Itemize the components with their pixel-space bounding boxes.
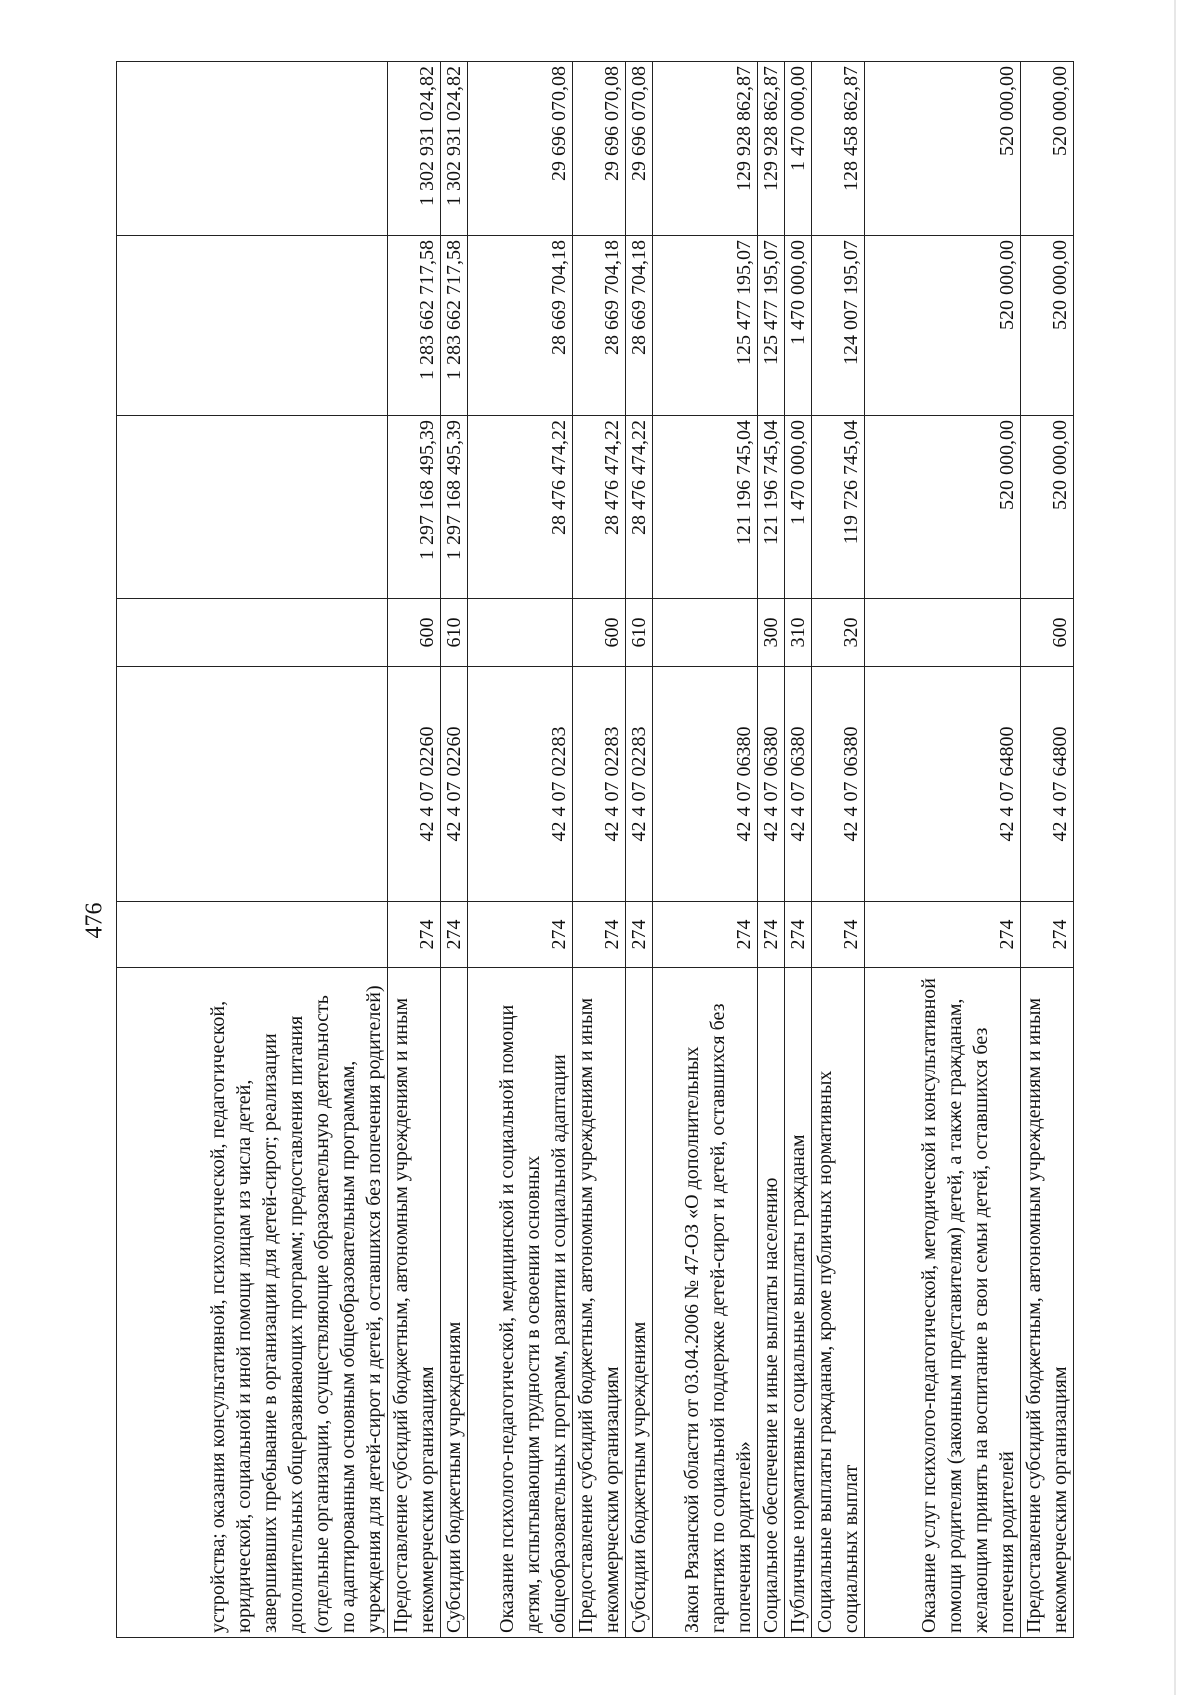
row-expense-code: 610 (626, 599, 653, 667)
row-amount-2: 124 007 195,07 (812, 236, 865, 416)
row-amount-3: 520 000,00 (1021, 62, 1074, 236)
row-amount-3 (117, 62, 388, 236)
row-description: Социальное обеспечение и иные выплаты населению (758, 968, 785, 1638)
budget-table-rotated (116, 62, 1069, 1638)
row-target-code: 42 4 07 02283 (573, 667, 626, 902)
table-row (785, 62, 812, 1638)
row-description: Публичные нормативные социальные выплаты гражданам (785, 968, 812, 1638)
row-amount-1: 28 476 474,22 (573, 416, 626, 599)
table-row (626, 62, 653, 1638)
row-amount-2: 1 470 000,00 (785, 236, 812, 416)
row-amount-3: 1 302 931 024,82 (441, 62, 468, 236)
row-ministry-code: 274 (441, 902, 468, 968)
row-description: Оказание психолого-педагогической, медицинской и социальной помощи детям, испытывающим трудности в освоении основных общеобразовательных программ, развитии и социальной адаптации (468, 968, 573, 1638)
row-amount-2: 28 669 704,18 (626, 236, 653, 416)
row-description: устройства; оказания консультативной, психологической, педагогической, юридической, социальной и иной помощи лицам из числа детей, завершивших пребывание в организации для детей-сирот; реализации дополнительных общеразвивающих программ; предоставления питания (отдельные организации, осуществляющие образовательную деятельность по адаптированным основным общеобразовательным программам, учреждения для детей-сирот и детей, оставшихся без попечения родителей) (117, 968, 388, 1638)
row-target-code: 42 4 07 06380 (653, 667, 758, 902)
row-amount-1: 28 476 474,22 (626, 416, 653, 599)
row-expense-code (117, 599, 388, 667)
row-expense-code: 600 (388, 599, 441, 667)
row-description: Субсидии бюджетным учреждениям (626, 968, 653, 1638)
row-target-code: 42 4 07 02260 (388, 667, 441, 902)
row-target-code (117, 667, 388, 902)
row-target-code: 42 4 07 06380 (812, 667, 865, 902)
row-expense-code: 320 (812, 599, 865, 667)
row-expense-code: 600 (573, 599, 626, 667)
row-ministry-code: 274 (388, 902, 441, 968)
page-number-text: 476 (81, 902, 108, 938)
row-ministry-code: 274 (785, 902, 812, 968)
row-amount-1: 1 470 000,00 (785, 416, 812, 599)
row-amount-3: 29 696 070,08 (626, 62, 653, 236)
row-expense-code (865, 599, 1021, 667)
page-number (80, 880, 110, 960)
row-ministry-code: 274 (758, 902, 785, 968)
row-expense-code: 600 (1021, 599, 1074, 667)
row-target-code: 42 4 07 02260 (441, 667, 468, 902)
row-amount-3: 520 000,00 (865, 62, 1021, 236)
row-amount-2: 28 669 704,18 (468, 236, 573, 416)
scan-edge-line (1174, 0, 1176, 1695)
row-target-code: 42 4 07 02283 (468, 667, 573, 902)
table-row (468, 62, 573, 1638)
row-amount-3: 29 696 070,08 (573, 62, 626, 236)
row-amount-3: 1 470 000,00 (785, 62, 812, 236)
row-description: Оказание услуг психолого-педагогической, методической и консультативной помощи родителям (законным представителям) детей, а также гражданам, желающим принять на воспитание в свои семьи детей, оставшихся без попечения родителей (865, 968, 1021, 1638)
row-expense-code: 610 (441, 599, 468, 667)
row-ministry-code: 274 (865, 902, 1021, 968)
table-row (388, 62, 441, 1638)
row-target-code: 42 4 07 64800 (865, 667, 1021, 902)
row-amount-2 (117, 236, 388, 416)
row-amount-1: 520 000,00 (865, 416, 1021, 599)
row-description: Закон Рязанской области от 03.04.2006 № 47-ОЗ «О дополнительных гарантиях по социальной поддержке детей-сирот и детей, оставшихся без попечения родителей» (653, 968, 758, 1638)
row-amount-1: 119 726 745,04 (812, 416, 865, 599)
row-ministry-code: 274 (573, 902, 626, 968)
row-amount-3: 129 928 862,87 (653, 62, 758, 236)
row-amount-2: 1 283 662 717,58 (441, 236, 468, 416)
budget-table (116, 61, 1074, 1638)
row-amount-2: 520 000,00 (865, 236, 1021, 416)
row-amount-1: 28 476 474,22 (468, 416, 573, 599)
row-amount-3: 1 302 931 024,82 (388, 62, 441, 236)
row-expense-code (468, 599, 573, 667)
row-target-code: 42 4 07 06380 (758, 667, 785, 902)
table-row (117, 62, 388, 1638)
table-row (441, 62, 468, 1638)
row-amount-2: 125 477 195,07 (653, 236, 758, 416)
table-row (865, 62, 1021, 1638)
row-ministry-code (117, 902, 388, 968)
row-amount-1 (117, 416, 388, 599)
row-amount-3: 129 928 862,87 (758, 62, 785, 236)
row-description: Социальные выплаты гражданам, кроме публичных нормативных социальных выплат (812, 968, 865, 1638)
row-expense-code: 300 (758, 599, 785, 667)
row-ministry-code: 274 (1021, 902, 1074, 968)
table-row (812, 62, 865, 1638)
row-amount-1: 520 000,00 (1021, 416, 1074, 599)
row-amount-2: 125 477 195,07 (758, 236, 785, 416)
row-ministry-code: 274 (812, 902, 865, 968)
row-target-code: 42 4 07 02283 (626, 667, 653, 902)
row-description: Предоставление субсидий бюджетным, автономным учреждениям и иным некоммерческим организациям (388, 968, 441, 1638)
row-description: Субсидии бюджетным учреждениям (441, 968, 468, 1638)
row-description: Предоставление субсидий бюджетным, автономным учреждениям и иным некоммерческим организациям (1021, 968, 1074, 1638)
table-row (1021, 62, 1074, 1638)
row-amount-3: 29 696 070,08 (468, 62, 573, 236)
row-amount-1: 121 196 745,04 (758, 416, 785, 599)
table-row (758, 62, 785, 1638)
row-expense-code (653, 599, 758, 667)
row-amount-1: 121 196 745,04 (653, 416, 758, 599)
row-ministry-code: 274 (653, 902, 758, 968)
row-description: Предоставление субсидий бюджетным, автономным учреждениям и иным некоммерческим организациям (573, 968, 626, 1638)
row-ministry-code: 274 (626, 902, 653, 968)
row-target-code: 42 4 07 64800 (1021, 667, 1074, 902)
row-amount-2: 28 669 704,18 (573, 236, 626, 416)
row-amount-1: 1 297 168 495,39 (388, 416, 441, 599)
row-amount-1: 1 297 168 495,39 (441, 416, 468, 599)
row-amount-2: 1 283 662 717,58 (388, 236, 441, 416)
row-amount-2: 520 000,00 (1021, 236, 1074, 416)
table-row (573, 62, 626, 1638)
row-expense-code: 310 (785, 599, 812, 667)
row-amount-3: 128 458 862,87 (812, 62, 865, 236)
row-target-code: 42 4 07 06380 (785, 667, 812, 902)
table-row (653, 62, 758, 1638)
row-ministry-code: 274 (468, 902, 573, 968)
